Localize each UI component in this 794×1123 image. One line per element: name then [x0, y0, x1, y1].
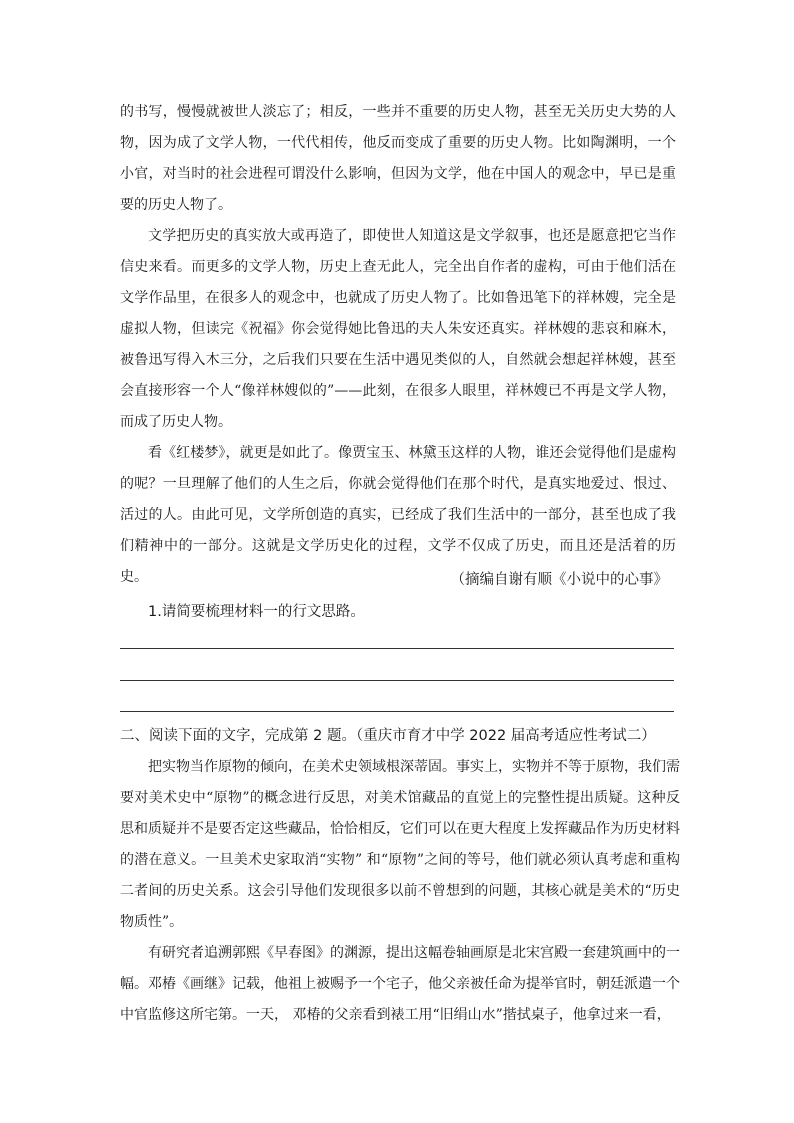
answer-line-3[interactable] [120, 711, 674, 712]
paragraph-2: 文学把历史的真实放大或再造了，即使世人知道这是文学叙事，也还是愿意把它当作信史来看。而更多的文学人物，历史上查无此人，完全出自作者的虚构，可由于他们活在文学作品里，在很多人的观念中，也就成了历史人物了。比如鲁迅笔下的祥林嫂，完全是虚拟人物，但读完《祝福》你会觉得她比鲁迅的夫人朱安还真实。祥林嫂的悲哀和麻木，被鲁迅写得入木三分，之后我们只要在生活中遇见类似的人，自然就会想起祥林嫂，甚至会直接形容一个人“像祥林嫂似的”——此刻，在很多人眼里，祥林嫂已不再是文学人物，而成了历史人物。 [120, 228, 676, 430]
material-one-passage [120, 97, 676, 593]
paragraph-1: 的书写，慢慢就被世人淡忘了；相反，一些并不重要的历史人物，甚至无关历史大势的人物，因为成了文学人物，一代代相传，他反而变成了重要的历史人物。比如陶渊明，一个小官，对当时的社会进程可谓没什么影响，但因为文学，他在中国人的观念中，早已是重要的历史人物了。 [120, 104, 676, 213]
section-two-passage [120, 752, 680, 1031]
question-1: 1.请简要梳理材料一的行文思路。 [148, 604, 365, 620]
source-citation: （摘编自谢有顺《小说中的心事》 [450, 572, 668, 588]
section-two-paragraph-1: 把实物当作原物的倾向，在美术史领域根深蒂固。事实上，实物并不等于原物，我们需要对美术史中“原物”的概念进行反思，对美术馆藏品的直觉上的完整性提出质疑。这种反思和质疑并不是要否定这些藏品，恰恰相反，它们可以在更大程度上发挥藏品作为历史材料的潜在意义。一旦美术史家取消“实物” 和“原物”之间的等号，他们就必须认真考虑和重构二者间的历史关系。这会引导他们发现很多以前不曾想到的问题，其核心就是美术的“历史物质性”。 [120, 759, 680, 930]
section-two-paragraph-2: 有研究者追溯郭熙《早春图》的渊源，提出这幅卷轴画原是北宋宫殿一套建筑画中的一幅。邓椿《画继》记载，他祖上被赐予一个宅子，他父亲被任命为提举官时，朝廷派遣一个中官监修这所宅第。一天， 邓椿的父亲看到裱工用“旧绢山水”揩拭桌子，他拿过来一看， [120, 945, 680, 1023]
paragraph-3: 看《红楼梦》，就更是如此了。像贾宝玉、林黛玉这样的人物，谁还会觉得他们是虚构的呢？一旦理解了他们的人生之后，你就会觉得他们在那个时代，是真实地爱过、恨过、活过的人。由此可见，文学所创造的真实，已经成了我们生活中的一部分，甚至也成了我们精神中的一部分。这就是文学历史化的过程，文学不仅成了历史，而且还是活着的历史。 [120, 445, 676, 585]
answer-line-1[interactable] [120, 648, 674, 649]
answer-line-2[interactable] [120, 680, 674, 681]
section-two-title: 二、阅读下面的文字，完成第 2 题。（重庆市育才中学 2022 届高考适应性考试二） [120, 728, 656, 744]
